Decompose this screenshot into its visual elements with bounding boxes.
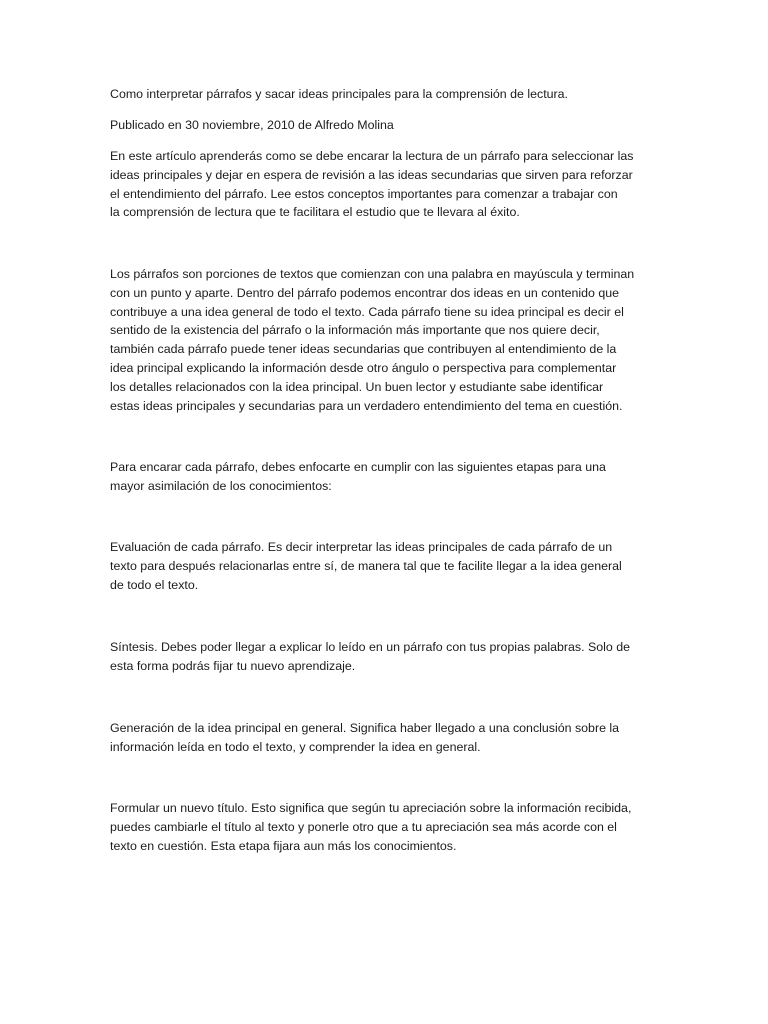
document-title [110, 85, 662, 104]
paragraph-line: Los párrafos son porciones de textos que comienzan con una palabra en mayúscula y terminan [110, 267, 635, 281]
paragraph-line: mayor asimilación de los conocimientos: [110, 478, 332, 493]
byline-line: Publicado en 30 noviembre, 2010 de Alfredo Molina [110, 118, 394, 132]
paragraph-intro [110, 147, 662, 222]
paragraph-line: con un punto y aparte. Dentro del párrafo podemos encontrar dos ideas en un contenido que [110, 285, 620, 300]
paragraph-line: Generación de la idea principal en general. Significa haber llegado a una conclusión sobre la [110, 721, 620, 735]
paragraph-line: el entendimiento del párrafo. Lee estos conceptos importantes para comenzar a trabajar con [110, 186, 618, 201]
paragraph-line: texto en cuestión. Esta etapa fijara aun más los conocimientos. [110, 838, 457, 853]
paragraph-line: ideas principales y dejar en espera de revisión a las ideas secundarias que sirven para reforzar [110, 167, 633, 182]
paragraph-line: los detalles relacionados con la idea principal. Un buen lector y estudiante sabe identificar [110, 379, 604, 394]
paragraph-line: la comprensión de lectura que te facilitara el estudio que te llevara al éxito. [110, 205, 520, 220]
paragraph-stage-evaluation [110, 538, 662, 594]
paragraph-line: Evaluación de cada párrafo. Es decir interpretar las ideas principales de cada párrafo de un [110, 540, 613, 554]
document-byline [110, 116, 662, 135]
title-line: Como interpretar párrafos y sacar ideas principales para la comprensión de lectura. [110, 87, 568, 101]
paragraph-line: puedes cambiarle el título al texto y ponerle otro que a tu apreciación sea más acorde con el [110, 819, 617, 834]
paragraph-line: idea principal explicando la información desde otro ángulo o perspectiva para complementar [110, 360, 617, 375]
paragraph-stages-intro [110, 458, 662, 496]
paragraph-line: información leída en todo el texto, y comprender la idea en general. [110, 739, 481, 754]
paragraph-line: sentido de la existencia del párrafo o la información más importante que nos quiere decir, [110, 323, 600, 338]
paragraph-line: contribuye a una idea general de todo el texto. Cada párrafo tiene su idea principal es decir el [110, 304, 624, 319]
paragraph-stage-generation [110, 719, 662, 757]
paragraph-line: En este artículo aprenderás como se debe encarar la lectura de un párrafo para seleccionar las [110, 149, 634, 163]
paragraph-line: Formular un nuevo título. Esto significa que según tu apreciación sobre la información recibida, [110, 801, 632, 815]
paragraph-line: estas ideas principales y secundarias para un verdadero entendimiento del tema en cuestión. [110, 398, 623, 413]
paragraph-line: Síntesis. Debes poder llegar a explicar lo leído en un párrafo con tus propias palabras. Solo de [110, 640, 631, 654]
paragraph-line: esta forma podrás fijar tu nuevo aprendizaje. [110, 658, 356, 673]
paragraph-definition [110, 265, 662, 415]
paragraph-line: texto para después relacionarlas entre sí, de manera tal que te facilite llegar a la idea general [110, 558, 622, 573]
paragraph-stage-new-title [110, 799, 662, 855]
paragraph-line: también cada párrafo puede tener ideas secundarias que contribuyen al entendimiento de la [110, 342, 617, 357]
paragraph-line: de todo el texto. [110, 577, 199, 592]
paragraph-line: Para encarar cada párrafo, debes enfocarte en cumplir con las siguientes etapas para una [110, 460, 606, 474]
paragraph-stage-synthesis [110, 638, 662, 676]
